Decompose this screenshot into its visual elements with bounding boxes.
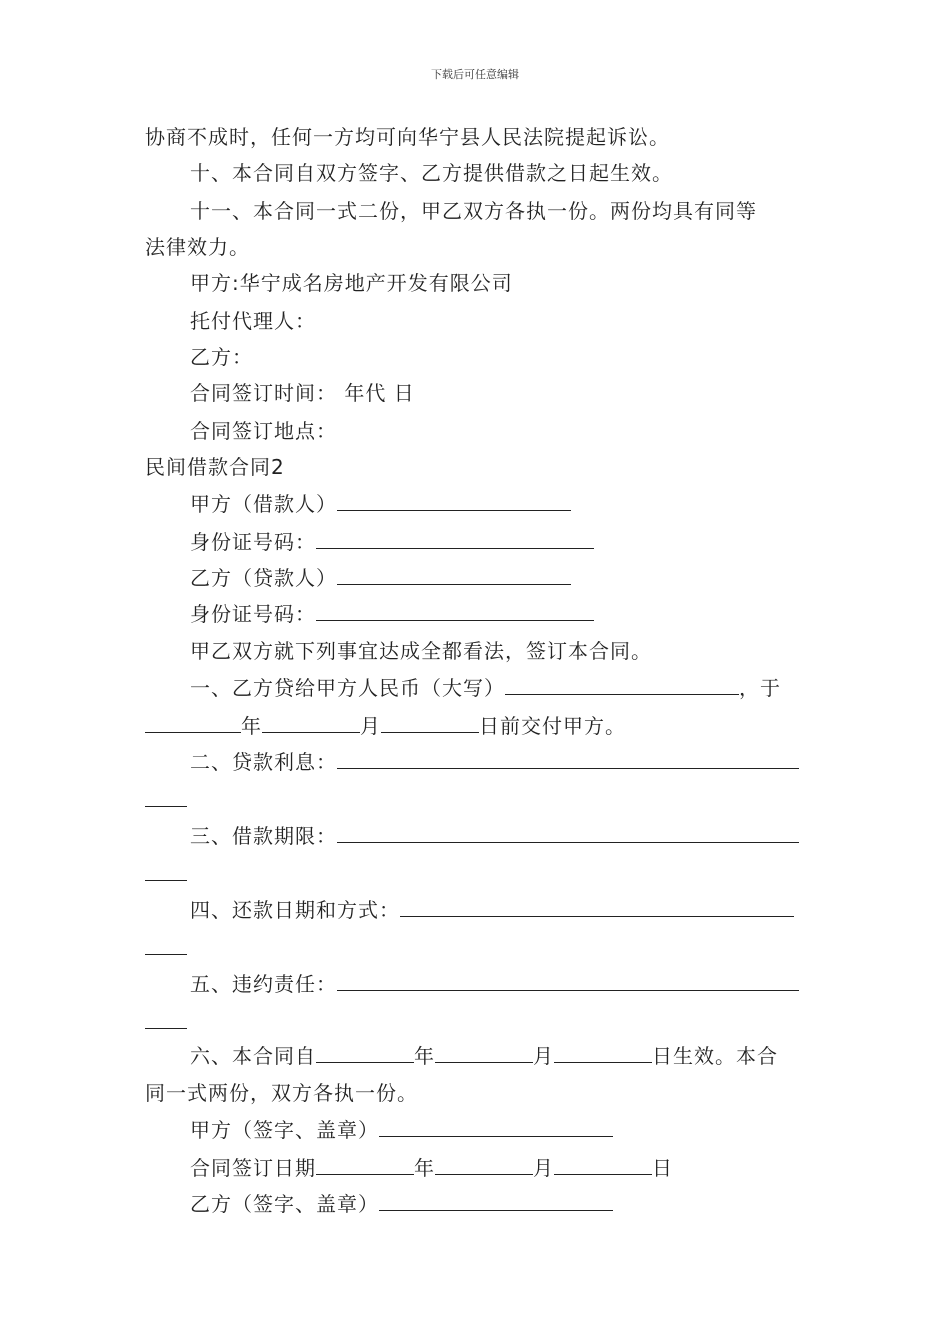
id-line-b (190, 600, 594, 627)
clause-11: 十一、本合同一式二份，甲乙双方各执一份。两份均具有同等 (190, 199, 757, 223)
term-blank-cont (145, 860, 187, 881)
lender-blank (337, 564, 571, 585)
party-b: 乙方： (190, 345, 253, 369)
interest-blank (337, 748, 799, 769)
amount-blank (505, 674, 739, 695)
repay-cont (145, 934, 187, 961)
breach-blank (337, 970, 799, 991)
sign-b-label: 乙方（签字、盖章） (190, 1192, 379, 1216)
eff-month-blank (435, 1042, 533, 1063)
clause-1-date-line (145, 712, 626, 739)
sign-b-blank (379, 1190, 613, 1211)
agent: 托付代理人： (190, 309, 316, 333)
month-label: 月 (360, 714, 381, 738)
eff-year-label: 年 (414, 1044, 435, 1068)
interest-cont (145, 786, 187, 813)
sign-date-line (190, 1154, 673, 1181)
clause-1-suffix: ，于 (739, 676, 781, 700)
sign-month-label: 月 (533, 1156, 554, 1180)
sign-a-blank (379, 1116, 613, 1137)
id-label-b: 身份证号码： (190, 602, 316, 626)
borrower-line (190, 490, 571, 517)
sign-b-line (190, 1190, 613, 1217)
eff-day-label: 日生效。本合 (652, 1044, 778, 1068)
sign-month-blank (435, 1154, 533, 1175)
breach-line (190, 970, 799, 997)
id-blank-a (316, 528, 594, 549)
eff-month-label: 月 (533, 1044, 554, 1068)
breach-cont (145, 1008, 187, 1035)
lender-label: 乙方（贷款人） (190, 566, 337, 590)
repay-label: 四、还款日期和方式： (190, 898, 400, 922)
sign-date-label: 合同签订日期 (190, 1156, 316, 1180)
clause-1-line (190, 674, 781, 701)
breach-blank-cont (145, 1008, 187, 1029)
term-label: 三、借款期限： (190, 824, 337, 848)
clause-1-label: 一、乙方贷给甲方人民币（大写） (190, 676, 505, 700)
sign-time: 合同签订时间： 年代 日 (190, 381, 415, 405)
year-blank (145, 712, 241, 733)
eff-year-blank (316, 1042, 414, 1063)
term-cont (145, 860, 187, 887)
term-blank (337, 822, 799, 843)
breach-label: 五、违约责任： (190, 972, 337, 996)
borrower-label: 甲方（借款人） (190, 492, 337, 516)
party-a: 甲方:华宁成名房地产开发有限公司 (190, 271, 513, 295)
effective-label: 六、本合同自 (190, 1044, 316, 1068)
month-blank (262, 712, 360, 733)
clause-10: 十、本合同自双方签字、乙方提供借款之日起生效。 (190, 161, 673, 185)
day-label: 日前交付甲方。 (479, 714, 626, 738)
year-label: 年 (241, 714, 262, 738)
sign-a-line (190, 1116, 613, 1143)
contract-2-title: 民间借款合同2 (145, 455, 285, 479)
sign-day-blank (554, 1154, 652, 1175)
sign-place: 合同签订地点： (190, 419, 337, 443)
repay-blank-cont (145, 934, 187, 955)
repay-blank (400, 896, 794, 917)
interest-blank-cont (145, 786, 187, 807)
lender-line (190, 564, 571, 591)
day-blank (381, 712, 479, 733)
eff-day-blank (554, 1042, 652, 1063)
borrower-blank (337, 490, 571, 511)
effective-line (190, 1042, 778, 1069)
term-line (190, 822, 799, 849)
clause-11-cont: 法律效力。 (145, 235, 250, 259)
sign-year-label: 年 (414, 1156, 435, 1180)
repay-line (190, 896, 794, 923)
interest-line (190, 748, 799, 775)
sign-year-blank (316, 1154, 414, 1175)
copies-line: 同一式两份，双方各执一份。 (145, 1081, 418, 1105)
page-header: 下载后可任意编辑 (431, 68, 519, 81)
agreement-line: 甲乙双方就下列事宜达成全都看法，签订本合同。 (190, 639, 652, 663)
sign-day-label: 日 (652, 1156, 673, 1180)
sign-a-label: 甲方（签字、盖章） (190, 1118, 379, 1142)
id-line-a (190, 528, 594, 555)
paragraph-line: 协商不成时，任何一方均可向华宁县人民法院提起诉讼。 (145, 125, 670, 149)
id-label-a: 身份证号码： (190, 530, 316, 554)
interest-label: 二、贷款利息： (190, 750, 337, 774)
id-blank-b (316, 600, 594, 621)
